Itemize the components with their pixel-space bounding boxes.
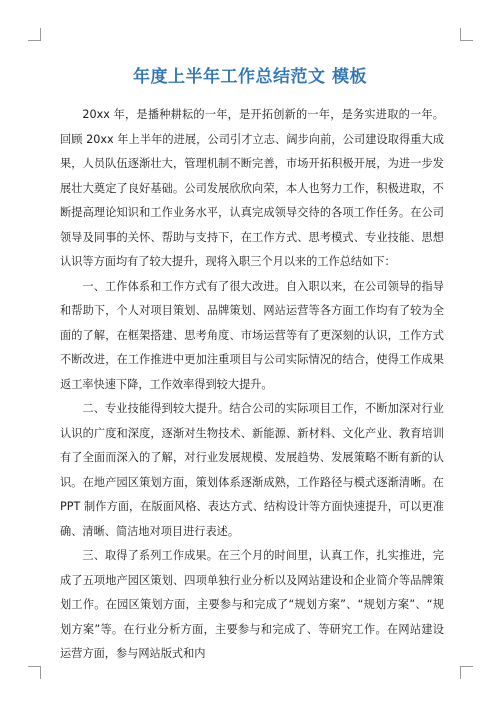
crop-mark-top-right	[460, 28, 473, 41]
crop-mark-top-left	[28, 28, 41, 41]
paragraph-intro: 20xx 年，是播种耕耘的一年，是开拓创新的一年，是务实进取的一年。回顾 20xx 年上半年的进展，公司引才立志、阔步向前，公司建设取得重大成果，人员队伍逐渐壮大，管理机制不断完善，市场开拓积极开展，为进一步发展壮大奠定了良好基础。公司发展欣欣向荣，本人也努力工作，积极进取，不断提高理论知识和工作业务水平，认真完成领导交待的各项工作任务。在公司领导及同事的关怀、帮助与支持下，在工作方式、思考模式、专业技能、思想认识等方面均有了较大提升，现将入职三个月以来的工作总结如下：	[60, 108, 444, 268]
document-title: 年度上半年工作总结范文 模板	[133, 67, 367, 87]
paragraph-section-1: 一、工作体系和工作方式有了很大改进。自入职以来，在公司领导的指导和帮助下，个人对项目策划、品牌策划、网站运营等各方面工作均有了较为全面的了解，在框架搭建、思考角度、市场运营等有了更深刻的认识，工作方式不断改进，在工作推进中更加注重项目与公司实际情况的结合，使得工作成果返工率快速下降，工作效率得到较大提升。	[60, 279, 444, 391]
crop-mark-bottom-right	[460, 666, 473, 679]
paragraph-section-3: 三、取得了系列工作成果。在三个月的时间里，认真工作，扎实推进，完成了五项地产园区策划、四项单独行业分析以及网站建设和企业简介等品牌策划工作。在园区策划方面，主要参与和完成了“规划方案”、“规划方案”、“规划方案”等。在行业分析方面，主要参与和完成了、等研究工作。在网站建设运营方面，参与网站版式和内	[60, 549, 444, 660]
paragraph-section-2: 二、专业技能得到较大提升。结合公司的实际项目工作，不断加深对行业认识的广度和深度，逐渐对生物技术、新能源、新材料、文化产业、教育培训有了全面而深入的了解，对行业发展规模、发展趋势、发展策略不断有新的认识。在地产园区策划方面，策划体系逐渐成熟，工作路径与模式逐渐清晰。在 PPT 制作方面，在版面风格、表达方式、结构设计等方面快速提升，可以更准确、清晰、简洁地对项目进行表述。	[60, 402, 444, 538]
document-body	[60, 103, 444, 667]
crop-mark-bottom-left	[28, 666, 41, 679]
